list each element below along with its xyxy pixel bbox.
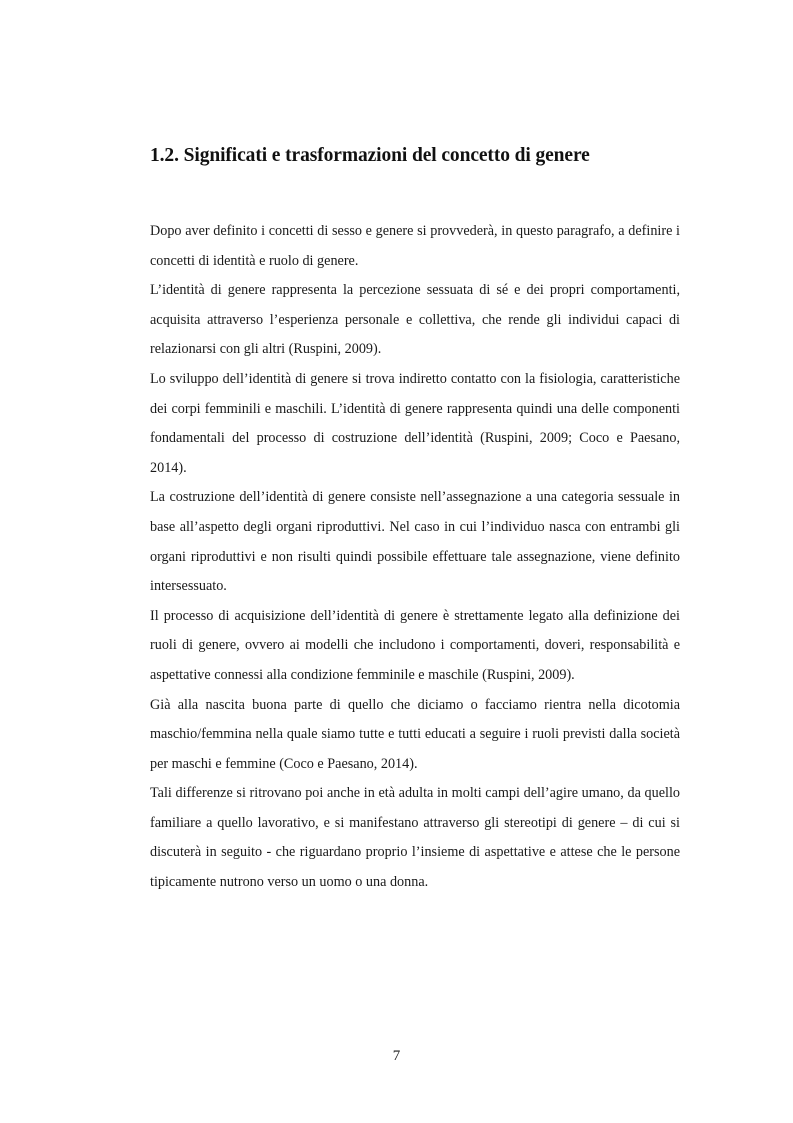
paragraph: Il processo di acquisizione dell’identità di genere è strettamente legato alla definizione dei ruoli di genere, ovvero ai modelli che includono i comportamenti, doveri, responsabilità e aspettative connessi alla condizione femminile e maschile (Ruspini, 2009). <box>150 607 680 683</box>
paragraph: Lo sviluppo dell’identità di genere si trova indiretto contatto con la fisiologia, caratteristiche dei corpi femminili e maschili. L’identità di genere rappresenta quindi una delle componenti fondamentali del processo di costruzione dell’identità (Ruspini, 2009; Coco e Paesano, 2014). <box>150 370 680 476</box>
section-heading: 1.2. Significati e trasformazioni del concetto di genere <box>150 145 590 166</box>
paragraph: Tali differenze si ritrovano poi anche in età adulta in molti campi dell’agire umano, da quello familiare a quello lavorativo, e si manifestano attraverso gli stereotipi di genere – di cui si discuterà in seguito - che riguardano proprio l’insieme di aspettative e attese che le persone tipicamente nutrono verso un uomo o una donna. <box>150 785 680 891</box>
paragraph: Dopo aver definito i concetti di sesso e genere si provvederà, in questo paragrafo, a definire i concetti di identità e ruolo di genere. <box>150 223 680 269</box>
paragraph: La costruzione dell’identità di genere consiste nell’assegnazione a una categoria sessuale in base all’aspetto degli organi riproduttivi. Nel caso in cui l’individuo nasca con entrambi gli organi riproduttivi e non risulti quindi possibile effettuare tale assegnazione, viene definito intersessuato. <box>150 489 680 595</box>
page-number: 7 <box>392 1048 401 1064</box>
paragraph: L’identità di genere rappresenta la percezione sessuata di sé e dei propri comportamenti, acquisita attraverso l’esperienza personale e collettiva, che rende gli individui capaci di relazionarsi con gli altri (Ruspini, 2009). <box>150 282 680 358</box>
paragraph: Già alla nascita buona parte di quello che diciamo o facciamo rientra nella dicotomia maschio/femmina nella quale siamo tutte e tutti educati a seguire i ruoli previsti dalla società per maschi e femmine (Coco e Paesano, 2014). <box>150 696 680 772</box>
body-text <box>150 217 680 898</box>
